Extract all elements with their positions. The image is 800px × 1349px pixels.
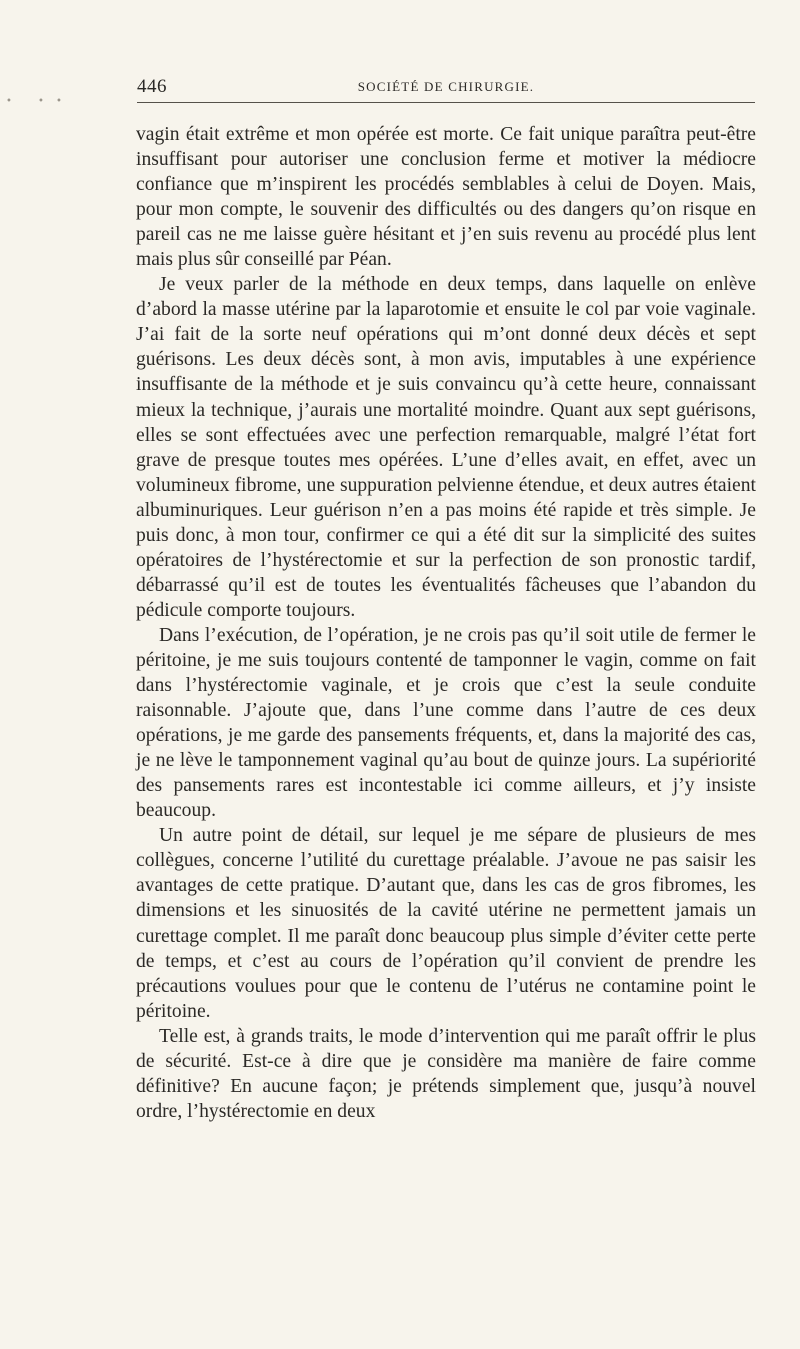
paragraph: Telle est, à grands traits, le mode d’intervention qui me paraît offrir le plus de sécurité. Est-ce à dire que je considère ma manière de faire comme définitive? En aucune façon; je prétends simplement que, jusqu’à nouvel ordre, l’hystérectomie en deux (136, 1025, 756, 1122)
margin-dot-mark: • (56, 96, 62, 107)
paragraph: vagin était extrême et mon opérée est morte. Ce fait unique paraîtra peut-être insuffisant pour autoriser une conclusion ferme et motiver la médiocre confiance que m’inspirent les procédés semblables à celui de Doyen. Mais, pour mon compte, le souvenir des difficultés ou des dangers qu’on risque en pareil cas ne me laisse guère hésitant et j’en suis revenu au procédé plus lent mais plus sûr conseillé par Péan. (136, 124, 756, 271)
paragraph: Dans l’exécution, de l’opération, je ne crois pas qu’il soit utile de fermer le péritoine, je me suis toujours contenté de tamponner le vagin, comme on fait dans l’hystérectomie vaginale, et je crois que c’est la seule conduite raisonnable. J’ajoute que, dans l’une comme dans l’autre de ces deux opérations, je me garde des pansements fréquents, et, dans la majorité des cas, je ne lève le tamponnement vaginal qu’au bout de quinze jours. La supériorité des pansements rares est incontestable ici comme ailleurs, et j’y insiste beaucoup. (136, 624, 756, 822)
paragraph: Un autre point de détail, sur lequel je me sépare de plusieurs de mes collègues, concerne l’utilité du curettage préalable. J’avoue ne pas saisir les avantages de cette pratique. D’autant que, dans les cas de gros fibromes, les dimensions et les sinuosités de la cavité utérine ne permettent jamais un curettage complet. Il me paraît donc beaucoup plus simple d’éviter cette perte de temps, et c’est au cours de l’opération qu’il convient de prendre les précautions voulues pour que le contenu de l’utérus ne contamine point le péritoine. (136, 825, 756, 1022)
header-rule (137, 102, 755, 103)
body-text (136, 122, 756, 1124)
page-number: 446 (137, 76, 167, 97)
paragraph: Je veux parler de la méthode en deux temps, dans laquelle on enlève d’abord la masse utérine par la laparotomie et ensuite le col par voie vaginale. J’ai fait de la sorte neuf opérations qui m’ont donné deux décès et sept guérisons. Les deux décès sont, à mon avis, imputables à une expérience insuffisante de la méthode et je suis convaincu qu’à cette heure, connaissant mieux la technique, j’aurais une mortalité moindre. Quant aux sept guérisons, elles se sont effectuées avec une perfection remarquable, malgré l’état fort grave de presque toutes mes opérées. L’une d’elles avait, en effet, avec un volumineux fibrome, une suppuration pelvienne étendue, et deux autres étaient albuminuriques. Leur guérison n’en a pas moins été rapide et très simple. Je puis donc, à mon tour, confirmer ce qui a été dit sur la simplicité des suites opératoires de l’hystérectomie et sur la perfection de son pronostic tardif, débarrassé qu’il est de toutes les éventualités fâcheuses que l’abandon du pédicule comporte toujours. (136, 274, 756, 621)
running-head (137, 76, 755, 100)
running-title: SOCIÉTÉ DE CHIRURGIE. (357, 79, 535, 94)
margin-dot-mark: • (38, 96, 44, 107)
margin-dot-mark: • (6, 96, 12, 107)
